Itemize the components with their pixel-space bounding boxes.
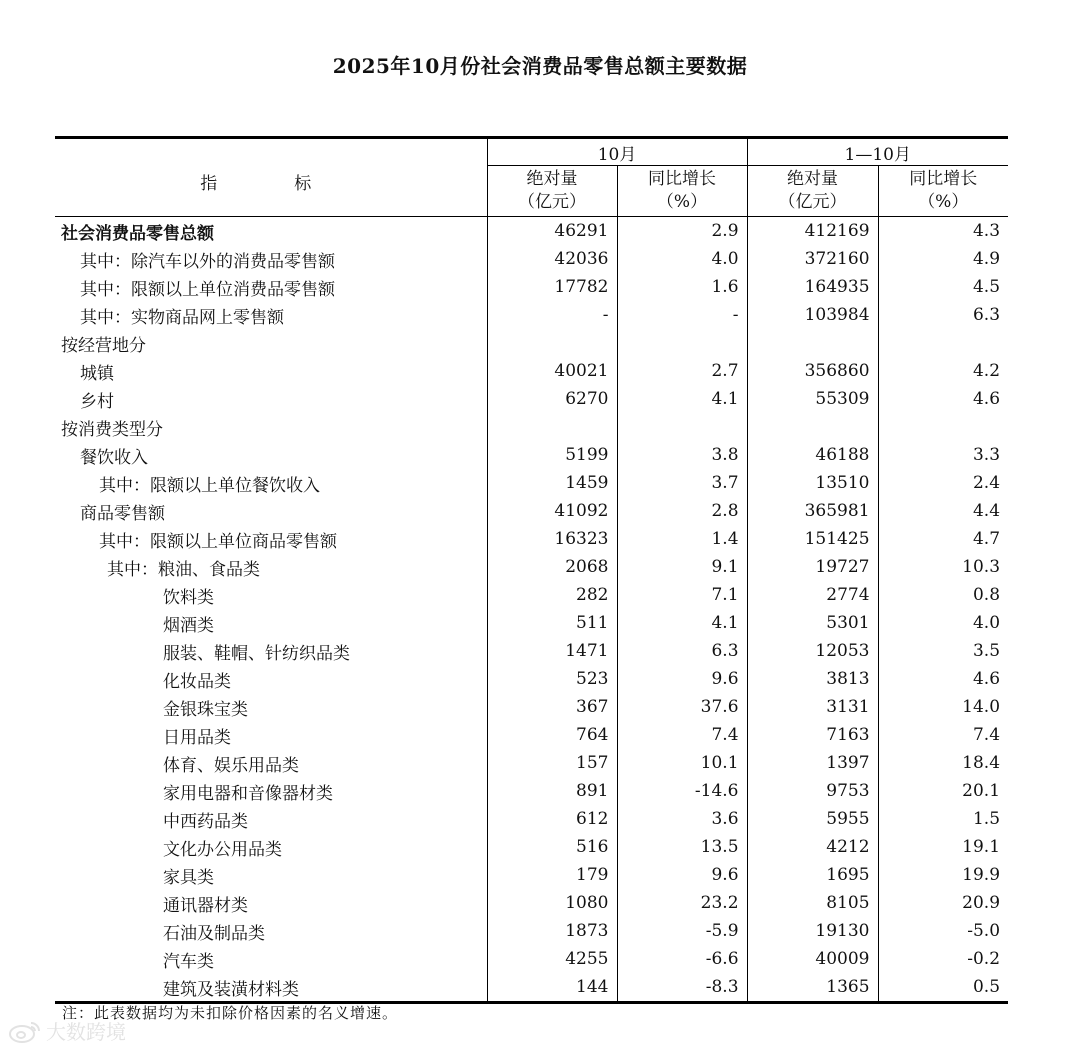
- cell-m-yoy: -6.6: [617, 945, 747, 973]
- row-label: 城镇: [80, 363, 114, 384]
- cell-y-abs: 46188: [747, 441, 878, 469]
- cell-m-yoy: 10.1: [617, 749, 747, 777]
- cell-m-abs: 516: [487, 833, 617, 861]
- cell-y-yoy: 4.5: [878, 273, 1008, 301]
- cell-m-abs: 612: [487, 805, 617, 833]
- table-row: [55, 385, 1008, 413]
- row-label: 烟酒类: [163, 615, 214, 636]
- cell-m-yoy: 6.3: [617, 637, 747, 665]
- row-label: 乡村: [80, 391, 114, 412]
- cell-m-yoy: 3.7: [617, 469, 747, 497]
- cell-y-abs: 365981: [747, 497, 878, 525]
- cell-y-abs: 5301: [747, 609, 878, 637]
- cell-y-abs: 3131: [747, 693, 878, 721]
- page-title: 2025年10月份社会消费品零售总额主要数据: [332, 54, 748, 78]
- cell-m-yoy: 23.2: [617, 889, 747, 917]
- retail-sales-table: [55, 136, 1008, 1004]
- cell-m-yoy: 7.1: [617, 581, 747, 609]
- period-month-header: 10月: [487, 138, 747, 166]
- cell-y-abs: 103984: [747, 301, 878, 329]
- row-label: 日用品类: [163, 727, 231, 748]
- cell-m-abs: 40021: [487, 357, 617, 385]
- cell-y-yoy: 10.3: [878, 553, 1008, 581]
- cell-m-abs: 42036: [487, 245, 617, 273]
- cell-m-abs: 41092: [487, 497, 617, 525]
- cell-m-abs: 17782: [487, 273, 617, 301]
- row-label: 其中：限额以上单位商品零售额: [99, 531, 337, 552]
- cell-m-abs: 179: [487, 861, 617, 889]
- row-label: 建筑及装潢材料类: [55, 973, 487, 1003]
- cell-y-abs: 8105: [747, 889, 878, 917]
- cell-y-abs: 356860: [747, 357, 878, 385]
- table-row: [55, 497, 1008, 525]
- row-label: 其中：限额以上单位消费品零售额: [80, 279, 335, 300]
- period-ytd-header: 1—10月: [747, 138, 1008, 166]
- row-label: 社会消费品零售总额: [61, 223, 214, 244]
- cell-m-abs: 144: [487, 973, 617, 1003]
- month-abs-header: 绝对量 （亿元）: [487, 166, 617, 217]
- footnote: 注：此表数据均为未扣除价格因素的名义增速。: [62, 1004, 399, 1022]
- cell-m-abs: 1471: [487, 637, 617, 665]
- cell-m-yoy: -8.3: [617, 973, 747, 1003]
- cell-y-abs: 164935: [747, 273, 878, 301]
- row-label: 按经营地分: [61, 335, 146, 356]
- row-label: 餐饮收入: [80, 447, 148, 468]
- month-yoy-header: 同比增长 （%）: [617, 166, 747, 217]
- cell-y-yoy: 0.5: [878, 973, 1008, 1003]
- table-row: [55, 777, 1008, 805]
- table-row: [55, 609, 1008, 637]
- cell-m-yoy: 4.1: [617, 609, 747, 637]
- cell-y-yoy: 7.4: [878, 721, 1008, 749]
- cell-m-abs: 16323: [487, 525, 617, 553]
- cell-m-abs: 1459: [487, 469, 617, 497]
- cell-y-yoy: [878, 329, 1008, 357]
- table-row: [55, 245, 1008, 273]
- cell-y-abs: 3813: [747, 665, 878, 693]
- cell-m-yoy: 4.1: [617, 385, 747, 413]
- cell-y-abs: 4212: [747, 833, 878, 861]
- cell-y-yoy: 14.0: [878, 693, 1008, 721]
- row-label: 家用电器和音像器材类: [163, 783, 333, 804]
- cell-m-yoy: 1.4: [617, 525, 747, 553]
- cell-m-yoy: [617, 329, 747, 357]
- cell-m-abs: 2068: [487, 553, 617, 581]
- cell-y-abs: 19130: [747, 917, 878, 945]
- cell-y-abs: 1365: [747, 973, 878, 1003]
- cell-y-yoy: 4.0: [878, 609, 1008, 637]
- cell-y-yoy: 4.7: [878, 525, 1008, 553]
- cell-m-abs: 367: [487, 693, 617, 721]
- row-label: 汽车类: [163, 951, 214, 972]
- cell-y-yoy: 4.6: [878, 665, 1008, 693]
- cell-y-abs: 9753: [747, 777, 878, 805]
- cell-m-yoy: 3.8: [617, 441, 747, 469]
- cell-m-yoy: 3.6: [617, 805, 747, 833]
- cell-y-yoy: 0.8: [878, 581, 1008, 609]
- cell-y-abs: 7163: [747, 721, 878, 749]
- table-row: [55, 637, 1008, 665]
- weibo-logo-icon: [8, 1019, 42, 1043]
- row-label: 其中：实物商品网上零售额: [80, 307, 284, 328]
- table-row: [55, 833, 1008, 861]
- cell-y-yoy: 19.9: [878, 861, 1008, 889]
- cell-m-abs: 1873: [487, 917, 617, 945]
- indicator-header: 指 标: [55, 138, 487, 217]
- cell-y-yoy: 20.1: [878, 777, 1008, 805]
- cell-y-yoy: 4.9: [878, 245, 1008, 273]
- table-row: [55, 469, 1008, 497]
- cell-y-abs: 2774: [747, 581, 878, 609]
- cell-y-yoy: -0.2: [878, 945, 1008, 973]
- row-label: 体育、娱乐用品类: [163, 755, 299, 776]
- cell-y-abs: 12053: [747, 637, 878, 665]
- table-row: [55, 273, 1008, 301]
- cell-m-yoy: 2.7: [617, 357, 747, 385]
- cell-m-yoy: 1.6: [617, 273, 747, 301]
- ytd-yoy-header: 同比增长 （%）: [878, 166, 1008, 217]
- cell-m-yoy: 9.6: [617, 861, 747, 889]
- row-label: 文化办公用品类: [163, 839, 282, 860]
- cell-y-yoy: [878, 413, 1008, 441]
- cell-m-yoy: 4.0: [617, 245, 747, 273]
- table-row: [55, 665, 1008, 693]
- cell-y-yoy: 4.4: [878, 497, 1008, 525]
- row-label: 金银珠宝类: [163, 699, 248, 720]
- table-row: [55, 945, 1008, 973]
- table-row: [55, 917, 1008, 945]
- cell-y-yoy: 4.6: [878, 385, 1008, 413]
- cell-m-yoy: 9.1: [617, 553, 747, 581]
- cell-m-abs: 523: [487, 665, 617, 693]
- watermark-text: 大数跨境: [46, 1020, 126, 1044]
- table-row: [55, 889, 1008, 917]
- cell-m-abs: 5199: [487, 441, 617, 469]
- row-label: 中西药品类: [163, 811, 248, 832]
- cell-y-abs: 5955: [747, 805, 878, 833]
- cell-y-abs: [747, 329, 878, 357]
- cell-y-abs: 1397: [747, 749, 878, 777]
- table-row: [55, 217, 1008, 246]
- cell-m-yoy: 37.6: [617, 693, 747, 721]
- cell-m-yoy: 2.8: [617, 497, 747, 525]
- cell-m-abs: 46291: [487, 217, 617, 246]
- cell-y-abs: 372160: [747, 245, 878, 273]
- cell-y-yoy: 3.5: [878, 637, 1008, 665]
- row-label: 化妆品类: [163, 671, 231, 692]
- row-label: 其中：除汽车以外的消费品零售额: [80, 251, 335, 272]
- row-label: 按消费类型分: [61, 419, 163, 440]
- table-row: [55, 693, 1008, 721]
- cell-m-abs: -: [487, 301, 617, 329]
- cell-y-yoy: -5.0: [878, 917, 1008, 945]
- row-label: 家具类: [163, 867, 214, 888]
- cell-m-yoy: 7.4: [617, 721, 747, 749]
- cell-y-yoy: 6.3: [878, 301, 1008, 329]
- table-row: [55, 525, 1008, 553]
- ytd-abs-header: 绝对量 （亿元）: [747, 166, 878, 217]
- row-label: 其中：限额以上单位餐饮收入: [99, 475, 320, 496]
- cell-y-yoy: 4.3: [878, 217, 1008, 246]
- cell-m-abs: 6270: [487, 385, 617, 413]
- cell-y-abs: 1695: [747, 861, 878, 889]
- cell-m-yoy: 2.9: [617, 217, 747, 246]
- table-row: [55, 749, 1008, 777]
- cell-m-abs: 891: [487, 777, 617, 805]
- cell-m-abs: 1080: [487, 889, 617, 917]
- table-row: [55, 581, 1008, 609]
- cell-m-yoy: 13.5: [617, 833, 747, 861]
- cell-y-abs: 412169: [747, 217, 878, 246]
- cell-m-yoy: -: [617, 301, 747, 329]
- cell-m-yoy: -5.9: [617, 917, 747, 945]
- table-row: [55, 861, 1008, 889]
- cell-m-abs: 157: [487, 749, 617, 777]
- table-row: [55, 553, 1008, 581]
- cell-y-abs: 13510: [747, 469, 878, 497]
- cell-y-abs: 55309: [747, 385, 878, 413]
- table-row: [55, 805, 1008, 833]
- cell-y-yoy: 20.9: [878, 889, 1008, 917]
- cell-y-yoy: 19.1: [878, 833, 1008, 861]
- cell-m-abs: 282: [487, 581, 617, 609]
- table-row: [55, 721, 1008, 749]
- table-row: [55, 357, 1008, 385]
- cell-m-abs: 511: [487, 609, 617, 637]
- table-row: [55, 973, 1008, 1003]
- cell-y-abs: 19727: [747, 553, 878, 581]
- cell-y-abs: 151425: [747, 525, 878, 553]
- cell-m-abs: [487, 329, 617, 357]
- cell-y-yoy: 1.5: [878, 805, 1008, 833]
- cell-y-yoy: 18.4: [878, 749, 1008, 777]
- cell-m-yoy: [617, 413, 747, 441]
- cell-m-abs: 4255: [487, 945, 617, 973]
- row-label: 商品零售额: [80, 503, 165, 524]
- row-label: 服装、鞋帽、针纺织品类: [163, 643, 350, 664]
- watermark: [8, 1016, 126, 1045]
- cell-y-yoy: 3.3: [878, 441, 1008, 469]
- table-row: [55, 301, 1008, 329]
- table-row: [55, 441, 1008, 469]
- table-row: [55, 413, 1008, 441]
- row-label: 通讯器材类: [163, 895, 248, 916]
- row-label: 其中：粮油、食品类: [107, 559, 260, 580]
- row-label: 石油及制品类: [163, 923, 265, 944]
- cell-y-abs: [747, 413, 878, 441]
- cell-y-yoy: 4.2: [878, 357, 1008, 385]
- table-row: [55, 329, 1008, 357]
- cell-m-yoy: 9.6: [617, 665, 747, 693]
- cell-m-abs: [487, 413, 617, 441]
- row-label: 饮料类: [163, 587, 214, 608]
- cell-y-yoy: 2.4: [878, 469, 1008, 497]
- cell-m-abs: 764: [487, 721, 617, 749]
- cell-m-yoy: -14.6: [617, 777, 747, 805]
- cell-y-abs: 40009: [747, 945, 878, 973]
